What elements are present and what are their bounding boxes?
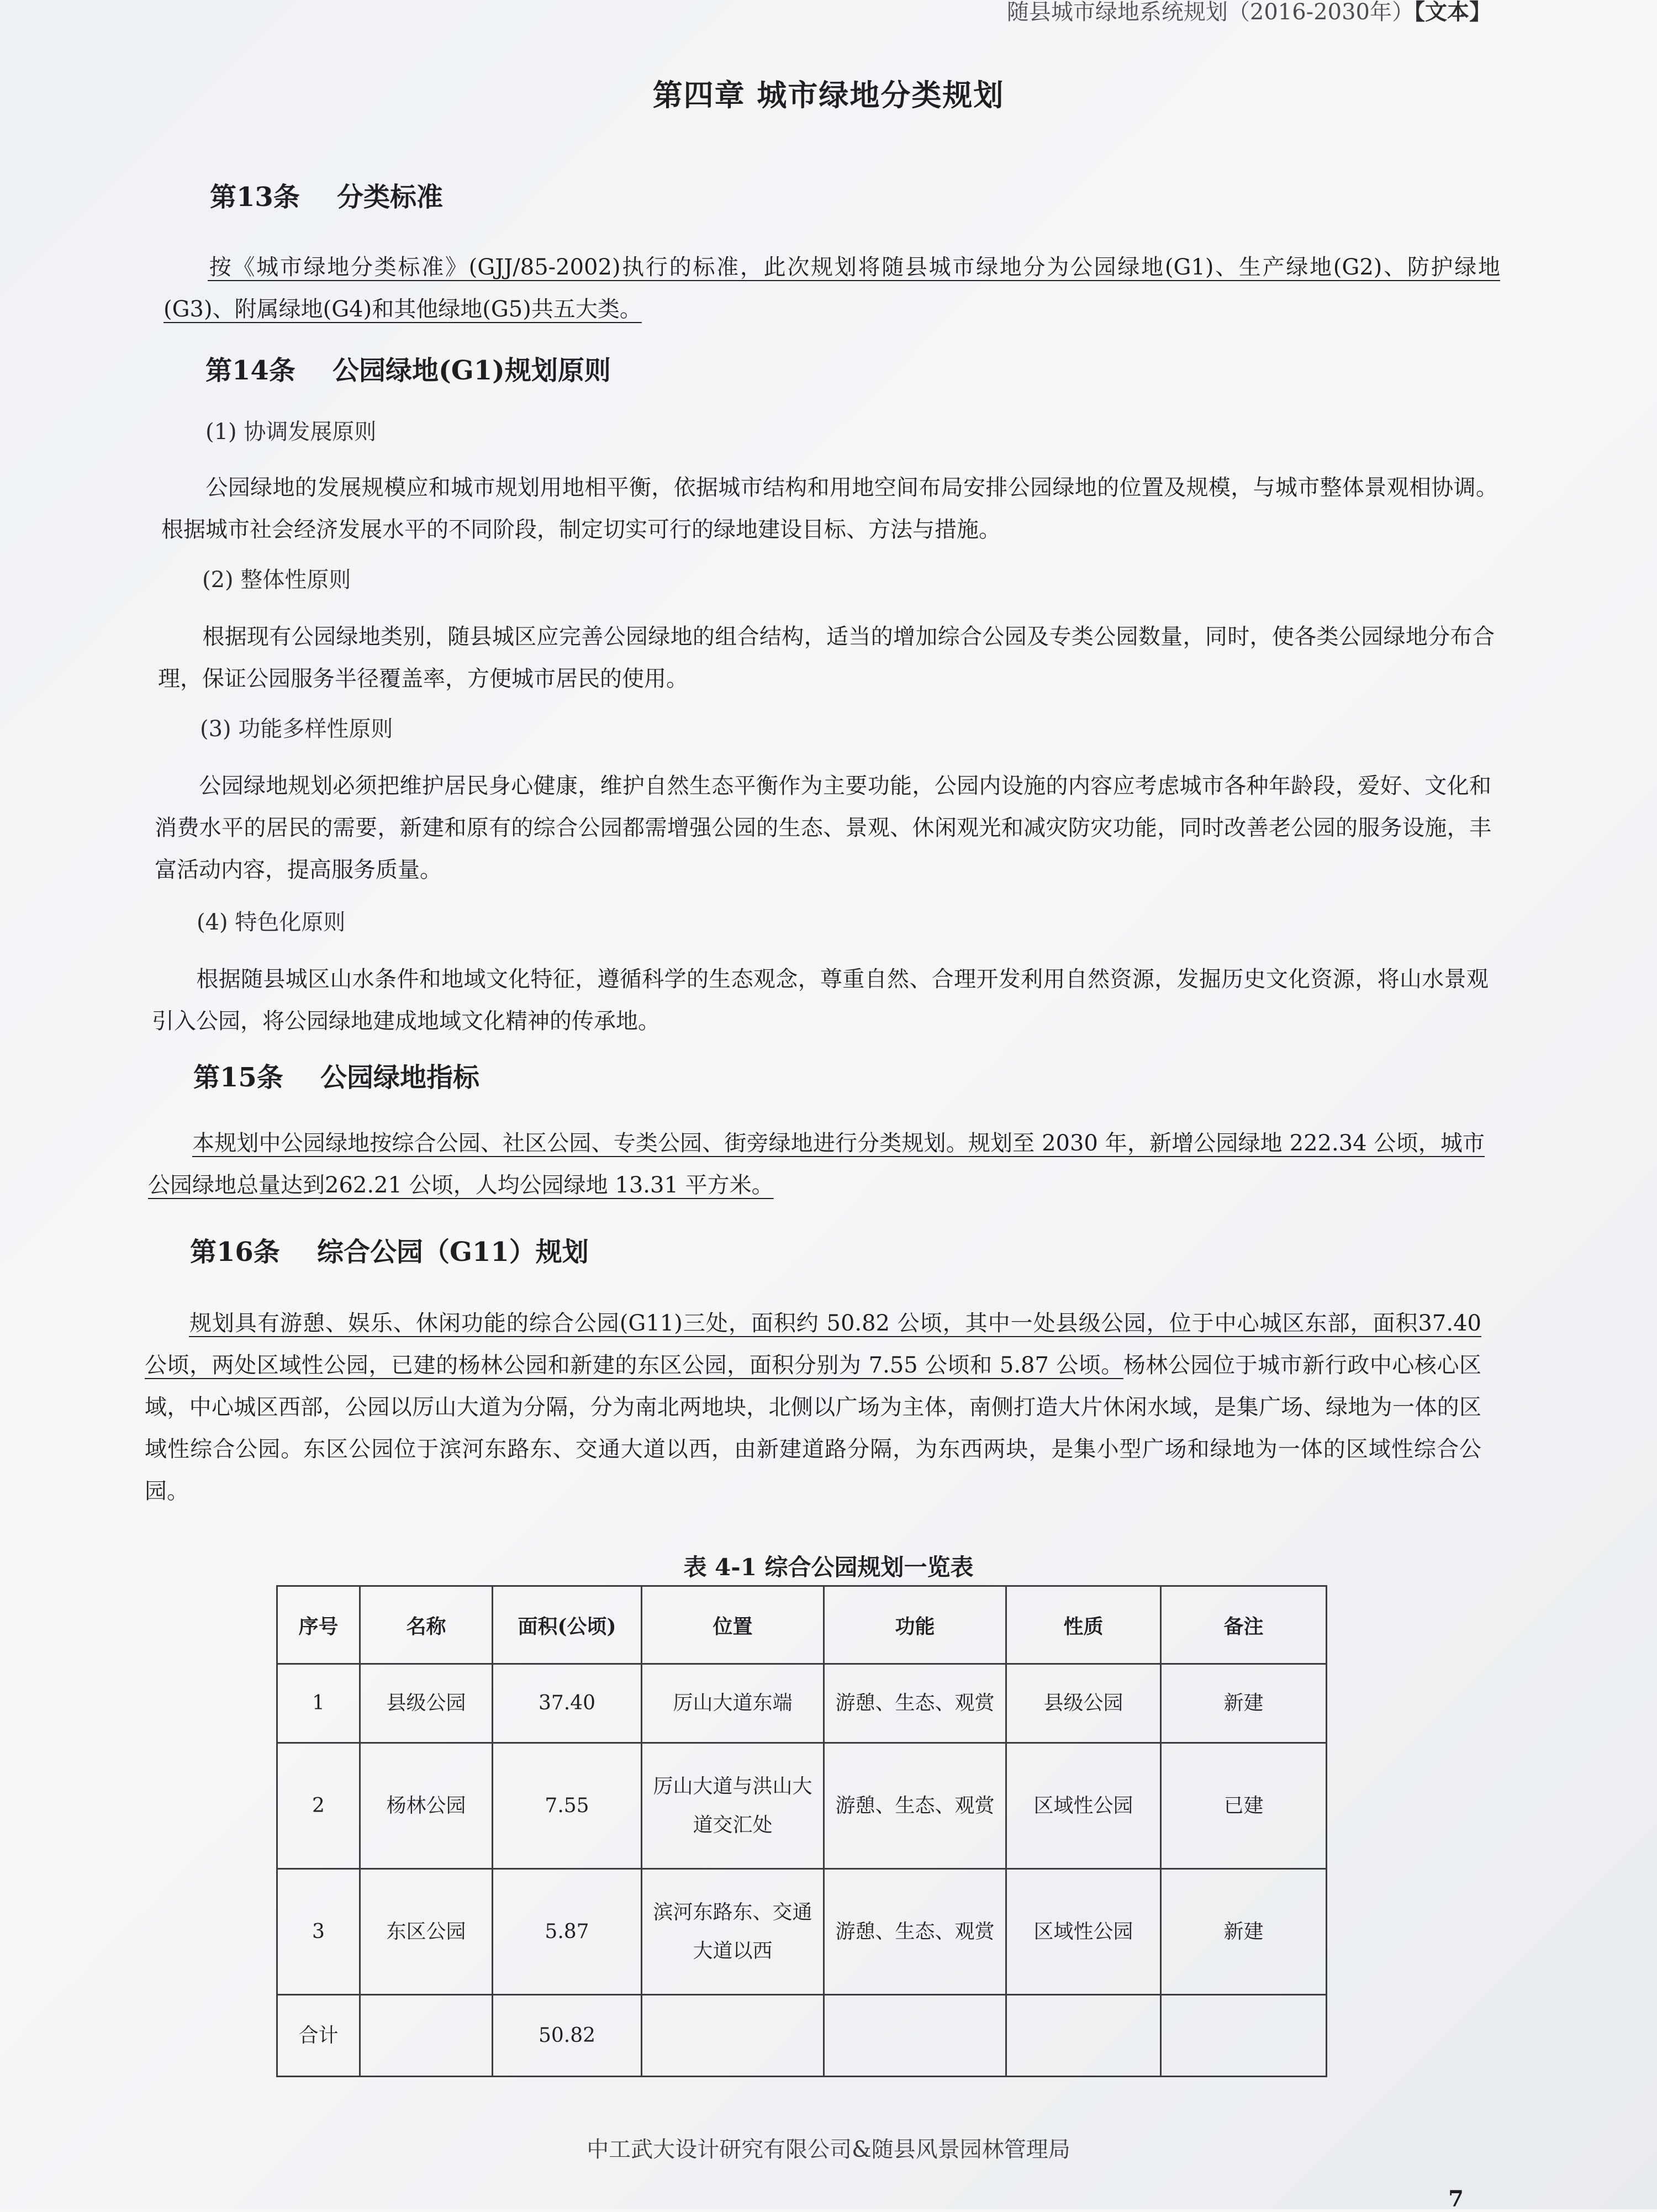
table-cell [824, 1995, 1006, 2077]
table-cell [642, 1995, 824, 2077]
table-cell: 50.82 [493, 1995, 642, 2077]
table-cell: 厉山大道东端 [642, 1664, 824, 1743]
table-cell: 已建 [1161, 1743, 1327, 1869]
principle-3-label: (3) 功能多样性原则 [200, 716, 393, 742]
table-cell: 游憩、生态、观赏 [824, 1743, 1006, 1869]
table-header-cell: 备注 [1161, 1586, 1327, 1664]
table-cell: 区域性公园 [1006, 1743, 1161, 1869]
table-cell [1006, 1995, 1161, 2077]
article-16-text-underlined: 规划具有游憩、娱乐、休闲功能的综合公园(G11)三处，面积约 50.82 公顷，其中一处县级公园，位于中心城区东部，面积37.40 公顷，两处区域性公园，已建的杨林公园和新建的东区公园，面积分别为 7.55 公顷和 5.87 公顷。 [145, 1311, 1481, 1378]
principle-3-text: 公园绿地规划必须把维护居民身心健康，维护自然生态平衡作为主要功能，公园内设施的内容应考虑城市各种年龄段，爱好、文化和消费水平的居民的需要，新建和原有的综合公园都需增强公园的生态、景观、休闲观光和减灾防灾功能，同时改善老公园的服务设施，丰富活动内容，提高服务质量。 [155, 773, 1491, 883]
chapter-title: 第四章 城市绿地分类规划 [652, 77, 1005, 113]
table-cell: 新建 [1161, 1664, 1327, 1743]
table-header-cell: 名称 [360, 1586, 493, 1664]
article-16-text [145, 1302, 1481, 1512]
table-header-cell: 面积(公顷) [493, 1586, 642, 1664]
article-16-heading [190, 1231, 589, 1269]
table-row [277, 1869, 1327, 1995]
table-header-cell: 功能 [824, 1586, 1006, 1664]
table-cell: 区域性公园 [1006, 1869, 1161, 1995]
table-row [277, 1743, 1327, 1869]
table-cell: 37.40 [493, 1664, 642, 1743]
park-plan-table [276, 1585, 1327, 2077]
table-row [277, 1664, 1327, 1743]
table-cell [1161, 1995, 1327, 2077]
article-16-title: 综合公园（G11）规划 [317, 1237, 589, 1268]
principle-1-text: 公园绿地的发展规模应和城市规划用地相平衡，依据城市结构和用地空间布局安排公园绿地的位置及规模，与城市整体景观相协调。根据城市社会经济发展水平的不同阶段，制定切实可行的绿地建设目标、方法与措施。 [161, 475, 1498, 542]
running-header-title: 随县城市绿地系统规划（2016-2030年） [1006, 0, 1414, 25]
principle-4-label: (4) 特色化原则 [197, 910, 346, 935]
article-13-text: 按《城市绿地分类标准》(GJJ/85-2002)执行的标准，此次规划将随县城市绿地分为公园绿地(G1)、生产绿地(G2)、防护绿地(G3)、附属绿地(G4)和其他绿地(G5)共五大类。 [163, 255, 1500, 322]
running-header [1007, 0, 1491, 26]
table-cell: 合计 [277, 1995, 360, 2077]
article-14-number: 第14条 [205, 355, 295, 386]
article-14-heading [205, 349, 611, 387]
table-cell: 县级公园 [360, 1664, 493, 1743]
table-cell: 游憩、生态、观赏 [824, 1664, 1006, 1743]
article-13-number: 第13条 [210, 182, 300, 213]
article-15-number: 第15条 [193, 1062, 283, 1093]
article-13-title: 分类标准 [337, 182, 444, 213]
table-cell: 7.55 [493, 1743, 642, 1869]
table-header-cell: 序号 [277, 1586, 360, 1664]
table-total-row [277, 1995, 1327, 2077]
article-13-heading [210, 176, 443, 214]
page-number: 7 [1448, 2186, 1464, 2212]
article-15-heading [193, 1056, 479, 1094]
article-14-title: 公园绿地(G1)规划原则 [333, 355, 611, 386]
principle-4-text: 根据随县城区山水条件和地域文化特征，遵循科学的生态观念，尊重自然、合理开发利用自然资源，发掘历史文化资源，将山水景观引入公园，将公园绿地建成地域文化精神的传承地。 [152, 967, 1489, 1034]
table-cell: 1 [277, 1664, 360, 1743]
article-15-title: 公园绿地指标 [320, 1062, 480, 1093]
table-cell: 游憩、生态、观赏 [824, 1869, 1006, 1995]
table-cell: 新建 [1161, 1869, 1327, 1995]
principle-2-label: (2) 整体性原则 [202, 567, 351, 593]
article-15-text: 本规划中公园绿地按综合公园、社区公园、专类公园、街旁绿地进行分类规划。规划至 2030 年，新增公园绿地 222.34 公顷，城市公园绿地总量达到262.21 公顷，人均公园绿地 13.31 平方米。 [148, 1131, 1485, 1198]
running-header-tag: 【文本】 [1414, 0, 1491, 25]
table-cell: 县级公园 [1006, 1664, 1161, 1743]
principle-2-text: 根据现有公园绿地类别，随县城区应完善公园绿地的组合结构，适当的增加综合公园及专类公园数量，同时，使各类公园绿地分布合理，保证公园服务半径覆盖率，方便城市居民的使用。 [158, 624, 1495, 691]
table-header-cell: 性质 [1006, 1586, 1161, 1664]
table-cell: 3 [277, 1869, 360, 1995]
page-footer: 中工武大设计研究有限公司&随县风景园林管理局 [587, 2137, 1070, 2162]
article-16-number: 第16条 [190, 1237, 280, 1268]
table-cell: 5.87 [493, 1869, 642, 1995]
principle-1-label: (1) 协调发展原则 [205, 419, 377, 445]
table-header-cell: 位置 [642, 1586, 824, 1664]
table-cell: 2 [277, 1743, 360, 1869]
table-header-row [277, 1586, 1327, 1664]
table-cell: 东区公园 [360, 1869, 493, 1995]
table-cell: 滨河东路东、交通大道以西 [642, 1869, 824, 1995]
table-cell: 厉山大道与洪山大道交汇处 [642, 1743, 824, 1869]
table-cell: 杨林公园 [360, 1743, 493, 1869]
table-caption: 表 4-1 综合公园规划一览表 [683, 1554, 974, 1581]
article-16-text-plain: 杨林公园位于城市新行政中心核心区域，中心城区西部，公园以厉山大道为分隔，分为南北两地块，北侧以广场为主体，南侧打造大片休闲水域，是集广场、绿地为一体的区域性综合公园。东区公园位于滨河东路东、交通大道以西，由新建道路分隔，为东西两块，是集小型广场和绿地为一体的区域性综合公园。 [145, 1353, 1482, 1504]
table-cell [360, 1995, 493, 2077]
